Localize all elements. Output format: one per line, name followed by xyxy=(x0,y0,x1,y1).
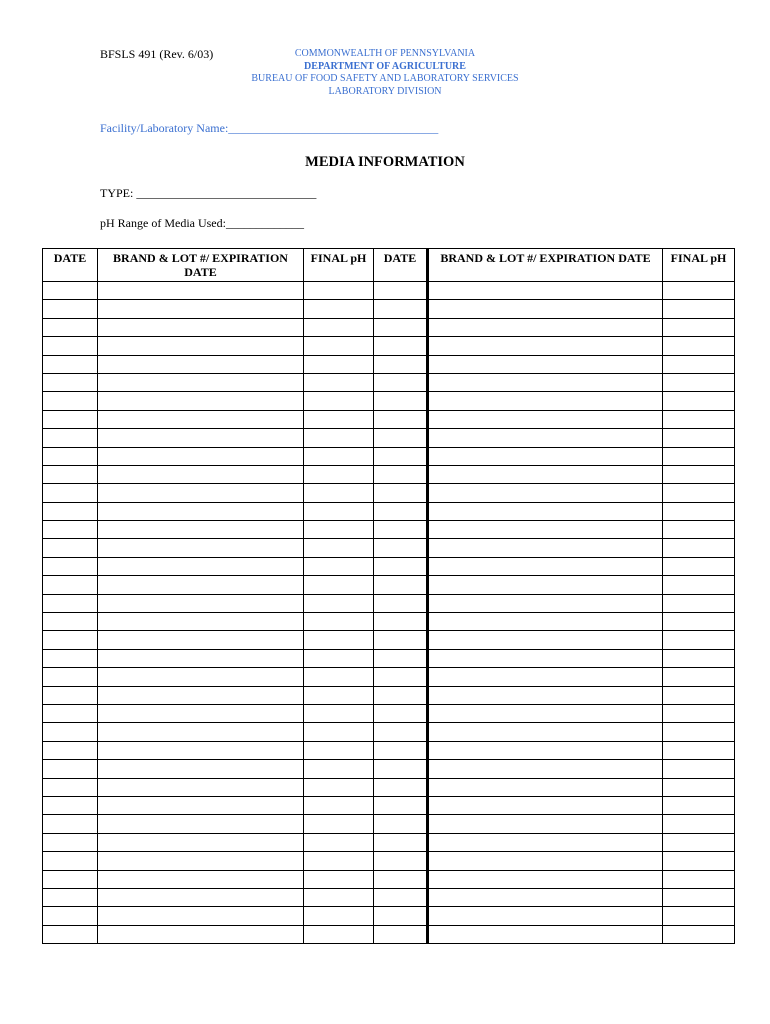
final-ph-cell[interactable] xyxy=(304,631,374,649)
header-line-2: DEPARTMENT OF AGRICULTURE xyxy=(304,60,466,72)
final-ph-cell[interactable] xyxy=(663,576,735,594)
final-ph-cell[interactable] xyxy=(663,796,735,814)
date-cell[interactable] xyxy=(43,796,98,814)
final-ph-cell[interactable] xyxy=(304,410,374,428)
brand-lot-cell[interactable] xyxy=(428,373,663,391)
column-header-final-ph-2: FINAL pH xyxy=(663,249,735,282)
final-ph-cell[interactable] xyxy=(304,429,374,447)
date-cell[interactable] xyxy=(374,815,428,833)
final-ph-cell[interactable] xyxy=(304,502,374,520)
final-ph-cell[interactable] xyxy=(663,429,735,447)
date-cell[interactable] xyxy=(374,539,428,557)
table-row xyxy=(43,521,735,539)
date-cell[interactable] xyxy=(43,392,98,410)
date-cell[interactable] xyxy=(43,282,98,300)
date-cell[interactable] xyxy=(43,373,98,391)
table-row xyxy=(43,484,735,502)
final-ph-cell[interactable] xyxy=(663,337,735,355)
final-ph-cell[interactable] xyxy=(663,557,735,575)
brand-lot-cell[interactable] xyxy=(98,778,304,796)
column-header-brand-lot: BRAND & LOT #/ EXPIRATION DATE xyxy=(98,249,304,282)
final-ph-cell[interactable] xyxy=(304,557,374,575)
date-cell[interactable] xyxy=(374,300,428,318)
date-cell[interactable] xyxy=(374,852,428,870)
brand-lot-cell[interactable] xyxy=(428,888,663,906)
brand-lot-cell[interactable] xyxy=(98,521,304,539)
final-ph-cell[interactable] xyxy=(663,631,735,649)
final-ph-cell[interactable] xyxy=(663,355,735,373)
final-ph-cell[interactable] xyxy=(663,613,735,631)
final-ph-cell[interactable] xyxy=(663,300,735,318)
final-ph-cell[interactable] xyxy=(663,925,735,943)
date-cell[interactable] xyxy=(374,282,428,300)
brand-lot-cell[interactable] xyxy=(98,337,304,355)
brand-lot-cell[interactable] xyxy=(98,410,304,428)
date-cell[interactable] xyxy=(43,355,98,373)
date-cell[interactable] xyxy=(43,686,98,704)
final-ph-cell[interactable] xyxy=(663,594,735,612)
brand-lot-cell[interactable] xyxy=(98,723,304,741)
brand-lot-cell[interactable] xyxy=(428,704,663,722)
final-ph-cell[interactable] xyxy=(304,392,374,410)
brand-lot-cell[interactable] xyxy=(428,870,663,888)
date-cell[interactable] xyxy=(43,649,98,667)
brand-lot-cell[interactable] xyxy=(428,576,663,594)
final-ph-cell[interactable] xyxy=(663,392,735,410)
final-ph-cell[interactable] xyxy=(304,870,374,888)
date-cell[interactable] xyxy=(374,778,428,796)
table-row xyxy=(43,723,735,741)
brand-lot-cell[interactable] xyxy=(98,631,304,649)
date-cell[interactable] xyxy=(374,337,428,355)
table-row xyxy=(43,465,735,483)
brand-lot-cell[interactable] xyxy=(428,300,663,318)
final-ph-cell[interactable] xyxy=(663,870,735,888)
brand-lot-cell[interactable] xyxy=(98,815,304,833)
final-ph-cell[interactable] xyxy=(663,502,735,520)
brand-lot-cell[interactable] xyxy=(98,557,304,575)
date-cell[interactable] xyxy=(374,907,428,925)
final-ph-cell[interactable] xyxy=(304,852,374,870)
date-cell[interactable] xyxy=(43,502,98,520)
header-line-3: BUREAU OF FOOD SAFETY AND LABORATORY SERVICES xyxy=(251,73,519,84)
final-ph-cell[interactable] xyxy=(304,686,374,704)
brand-lot-cell[interactable] xyxy=(428,447,663,465)
table-row xyxy=(43,668,735,686)
final-ph-cell[interactable] xyxy=(304,704,374,722)
table-row xyxy=(43,907,735,925)
final-ph-cell[interactable] xyxy=(663,723,735,741)
date-cell[interactable] xyxy=(43,778,98,796)
brand-lot-cell[interactable] xyxy=(428,429,663,447)
date-cell[interactable] xyxy=(374,925,428,943)
date-cell[interactable] xyxy=(43,815,98,833)
date-cell[interactable] xyxy=(374,576,428,594)
table-row xyxy=(43,355,735,373)
date-cell[interactable] xyxy=(43,521,98,539)
date-cell[interactable] xyxy=(374,373,428,391)
table-row xyxy=(43,833,735,851)
date-cell[interactable] xyxy=(374,392,428,410)
brand-lot-cell[interactable] xyxy=(428,337,663,355)
final-ph-cell[interactable] xyxy=(304,521,374,539)
date-cell[interactable] xyxy=(43,557,98,575)
date-cell[interactable] xyxy=(43,300,98,318)
final-ph-cell[interactable] xyxy=(663,521,735,539)
date-cell[interactable] xyxy=(374,429,428,447)
final-ph-cell[interactable] xyxy=(304,300,374,318)
final-ph-cell[interactable] xyxy=(304,594,374,612)
table-row xyxy=(43,429,735,447)
date-cell[interactable] xyxy=(374,318,428,336)
final-ph-cell[interactable] xyxy=(663,318,735,336)
final-ph-cell[interactable] xyxy=(304,668,374,686)
date-cell[interactable] xyxy=(43,723,98,741)
final-ph-cell[interactable] xyxy=(304,723,374,741)
date-cell[interactable] xyxy=(43,852,98,870)
table-row xyxy=(43,704,735,722)
brand-lot-cell[interactable] xyxy=(428,613,663,631)
final-ph-cell[interactable] xyxy=(663,649,735,667)
brand-lot-cell[interactable] xyxy=(98,907,304,925)
final-ph-cell[interactable] xyxy=(663,465,735,483)
column-header-brand-lot-2: BRAND & LOT #/ EXPIRATION DATE xyxy=(428,249,663,282)
date-cell[interactable] xyxy=(374,410,428,428)
final-ph-cell[interactable] xyxy=(304,355,374,373)
brand-lot-cell[interactable] xyxy=(98,852,304,870)
brand-lot-cell[interactable] xyxy=(98,741,304,759)
table-body xyxy=(43,282,735,944)
column-header-date: DATE xyxy=(43,249,98,282)
final-ph-cell[interactable] xyxy=(663,373,735,391)
date-cell[interactable] xyxy=(43,833,98,851)
brand-lot-cell[interactable] xyxy=(98,613,304,631)
column-header-date-2: DATE xyxy=(374,249,428,282)
form-id: BFSLS 491 (Rev. 6/03) xyxy=(100,47,214,61)
brand-lot-cell[interactable] xyxy=(428,631,663,649)
brand-lot-cell[interactable] xyxy=(98,373,304,391)
brand-lot-cell[interactable] xyxy=(98,888,304,906)
date-cell[interactable] xyxy=(43,337,98,355)
brand-lot-cell[interactable] xyxy=(428,668,663,686)
final-ph-cell[interactable] xyxy=(304,318,374,336)
brand-lot-cell[interactable] xyxy=(98,539,304,557)
date-cell[interactable] xyxy=(374,557,428,575)
final-ph-cell[interactable] xyxy=(663,704,735,722)
brand-lot-cell[interactable] xyxy=(98,484,304,502)
table-row xyxy=(43,649,735,667)
brand-lot-cell[interactable] xyxy=(428,318,663,336)
final-ph-cell[interactable] xyxy=(304,907,374,925)
facility-name-field[interactable]: Facility/Laboratory Name:___________________________________ xyxy=(100,121,439,135)
date-cell[interactable] xyxy=(374,465,428,483)
brand-lot-cell[interactable] xyxy=(428,907,663,925)
final-ph-cell[interactable] xyxy=(663,484,735,502)
final-ph-cell[interactable] xyxy=(304,484,374,502)
table-row xyxy=(43,373,735,391)
final-ph-cell[interactable] xyxy=(304,778,374,796)
brand-lot-cell[interactable] xyxy=(428,796,663,814)
brand-lot-cell[interactable] xyxy=(428,355,663,373)
date-cell[interactable] xyxy=(374,521,428,539)
date-cell[interactable] xyxy=(374,502,428,520)
date-cell[interactable] xyxy=(43,594,98,612)
date-cell[interactable] xyxy=(43,668,98,686)
type-field[interactable]: TYPE: ______________________________ xyxy=(100,186,317,200)
date-cell[interactable] xyxy=(43,631,98,649)
table-row xyxy=(43,539,735,557)
final-ph-cell[interactable] xyxy=(663,815,735,833)
brand-lot-cell[interactable] xyxy=(98,833,304,851)
date-cell[interactable] xyxy=(374,760,428,778)
brand-lot-cell[interactable] xyxy=(428,282,663,300)
brand-lot-cell[interactable] xyxy=(98,649,304,667)
final-ph-cell[interactable] xyxy=(663,282,735,300)
final-ph-cell[interactable] xyxy=(304,796,374,814)
brand-lot-cell[interactable] xyxy=(428,465,663,483)
final-ph-cell[interactable] xyxy=(663,686,735,704)
date-cell[interactable] xyxy=(374,594,428,612)
brand-lot-cell[interactable] xyxy=(98,760,304,778)
brand-lot-cell[interactable] xyxy=(98,465,304,483)
date-cell[interactable] xyxy=(43,539,98,557)
final-ph-cell[interactable] xyxy=(663,888,735,906)
final-ph-cell[interactable] xyxy=(663,833,735,851)
final-ph-cell[interactable] xyxy=(663,760,735,778)
brand-lot-cell[interactable] xyxy=(98,447,304,465)
date-cell[interactable] xyxy=(374,686,428,704)
table-row xyxy=(43,502,735,520)
date-cell[interactable] xyxy=(374,631,428,649)
date-cell[interactable] xyxy=(43,760,98,778)
table-row xyxy=(43,576,735,594)
final-ph-cell[interactable] xyxy=(663,539,735,557)
table-row xyxy=(43,686,735,704)
final-ph-cell[interactable] xyxy=(304,888,374,906)
date-cell[interactable] xyxy=(374,484,428,502)
table-row xyxy=(43,631,735,649)
brand-lot-cell[interactable] xyxy=(98,576,304,594)
brand-lot-cell[interactable] xyxy=(428,760,663,778)
final-ph-cell[interactable] xyxy=(304,760,374,778)
table-row xyxy=(43,778,735,796)
final-ph-cell[interactable] xyxy=(663,852,735,870)
table-row xyxy=(43,888,735,906)
table-header-row xyxy=(43,249,735,282)
final-ph-cell[interactable] xyxy=(304,576,374,594)
brand-lot-cell[interactable] xyxy=(428,484,663,502)
final-ph-cell[interactable] xyxy=(663,410,735,428)
table-row xyxy=(43,815,735,833)
table-row xyxy=(43,557,735,575)
final-ph-cell[interactable] xyxy=(663,907,735,925)
final-ph-cell[interactable] xyxy=(304,833,374,851)
final-ph-cell[interactable] xyxy=(304,815,374,833)
final-ph-cell[interactable] xyxy=(304,613,374,631)
brand-lot-cell[interactable] xyxy=(98,392,304,410)
date-cell[interactable] xyxy=(43,429,98,447)
brand-lot-cell[interactable] xyxy=(428,741,663,759)
date-cell[interactable] xyxy=(43,741,98,759)
brand-lot-cell[interactable] xyxy=(98,429,304,447)
date-cell[interactable] xyxy=(43,907,98,925)
column-header-final-ph: FINAL pH xyxy=(304,249,374,282)
final-ph-cell[interactable] xyxy=(663,778,735,796)
table-row xyxy=(43,925,735,943)
date-cell[interactable] xyxy=(374,668,428,686)
brand-lot-cell[interactable] xyxy=(98,300,304,318)
final-ph-cell[interactable] xyxy=(304,373,374,391)
agency-header xyxy=(235,48,535,98)
media-table xyxy=(42,248,735,944)
date-cell[interactable] xyxy=(43,447,98,465)
final-ph-cell[interactable] xyxy=(304,649,374,667)
brand-lot-cell[interactable] xyxy=(428,594,663,612)
brand-lot-cell[interactable] xyxy=(428,852,663,870)
brand-lot-cell[interactable] xyxy=(428,925,663,943)
brand-lot-cell[interactable] xyxy=(98,318,304,336)
date-cell[interactable] xyxy=(374,870,428,888)
header-line-4: LABORATORY DIVISION xyxy=(328,85,442,97)
date-cell[interactable] xyxy=(374,355,428,373)
date-cell[interactable] xyxy=(43,576,98,594)
date-cell[interactable] xyxy=(374,649,428,667)
brand-lot-cell[interactable] xyxy=(98,796,304,814)
brand-lot-cell[interactable] xyxy=(428,410,663,428)
brand-lot-cell[interactable] xyxy=(428,778,663,796)
brand-lot-cell[interactable] xyxy=(428,502,663,520)
date-cell[interactable] xyxy=(43,925,98,943)
brand-lot-cell[interactable] xyxy=(428,649,663,667)
table-row xyxy=(43,392,735,410)
date-cell[interactable] xyxy=(43,484,98,502)
brand-lot-cell[interactable] xyxy=(428,557,663,575)
final-ph-cell[interactable] xyxy=(304,465,374,483)
date-cell[interactable] xyxy=(374,613,428,631)
final-ph-cell[interactable] xyxy=(663,741,735,759)
ph-range-field[interactable]: pH Range of Media Used:_____________ xyxy=(100,216,304,230)
header-line-1: COMMONWEALTH OF PENNSYLVANIA xyxy=(294,48,476,59)
final-ph-cell[interactable] xyxy=(304,539,374,557)
final-ph-cell[interactable] xyxy=(304,741,374,759)
page-title: MEDIA INFORMATION xyxy=(305,154,465,170)
final-ph-cell[interactable] xyxy=(304,925,374,943)
table-row xyxy=(43,741,735,759)
brand-lot-cell[interactable] xyxy=(428,833,663,851)
date-cell[interactable] xyxy=(43,870,98,888)
brand-lot-cell[interactable] xyxy=(98,502,304,520)
brand-lot-cell[interactable] xyxy=(98,668,304,686)
brand-lot-cell[interactable] xyxy=(98,925,304,943)
table-row xyxy=(43,410,735,428)
table-row xyxy=(43,852,735,870)
final-ph-cell[interactable] xyxy=(663,447,735,465)
brand-lot-cell[interactable] xyxy=(428,815,663,833)
table-row xyxy=(43,594,735,612)
date-cell[interactable] xyxy=(43,888,98,906)
table-row xyxy=(43,447,735,465)
brand-lot-cell[interactable] xyxy=(98,686,304,704)
brand-lot-cell[interactable] xyxy=(98,355,304,373)
date-cell[interactable] xyxy=(374,741,428,759)
date-cell[interactable] xyxy=(374,833,428,851)
brand-lot-cell[interactable] xyxy=(428,539,663,557)
table-row xyxy=(43,337,735,355)
final-ph-cell[interactable] xyxy=(304,337,374,355)
date-cell[interactable] xyxy=(43,704,98,722)
brand-lot-cell[interactable] xyxy=(428,392,663,410)
table-row xyxy=(43,613,735,631)
date-cell[interactable] xyxy=(374,888,428,906)
brand-lot-cell[interactable] xyxy=(428,521,663,539)
table-row xyxy=(43,870,735,888)
brand-lot-cell[interactable] xyxy=(98,282,304,300)
final-ph-cell[interactable] xyxy=(663,668,735,686)
date-cell[interactable] xyxy=(374,447,428,465)
date-cell[interactable] xyxy=(374,704,428,722)
table-row xyxy=(43,300,735,318)
final-ph-cell[interactable] xyxy=(304,282,374,300)
brand-lot-cell[interactable] xyxy=(98,704,304,722)
table-row xyxy=(43,318,735,336)
brand-lot-cell[interactable] xyxy=(98,594,304,612)
brand-lot-cell[interactable] xyxy=(98,870,304,888)
brand-lot-cell[interactable] xyxy=(428,723,663,741)
date-cell[interactable] xyxy=(43,318,98,336)
brand-lot-cell[interactable] xyxy=(428,686,663,704)
table-row xyxy=(43,760,735,778)
date-cell[interactable] xyxy=(43,410,98,428)
date-cell[interactable] xyxy=(374,723,428,741)
date-cell[interactable] xyxy=(374,796,428,814)
date-cell[interactable] xyxy=(43,465,98,483)
final-ph-cell[interactable] xyxy=(304,447,374,465)
table-row xyxy=(43,796,735,814)
date-cell[interactable] xyxy=(43,613,98,631)
table-row xyxy=(43,282,735,300)
